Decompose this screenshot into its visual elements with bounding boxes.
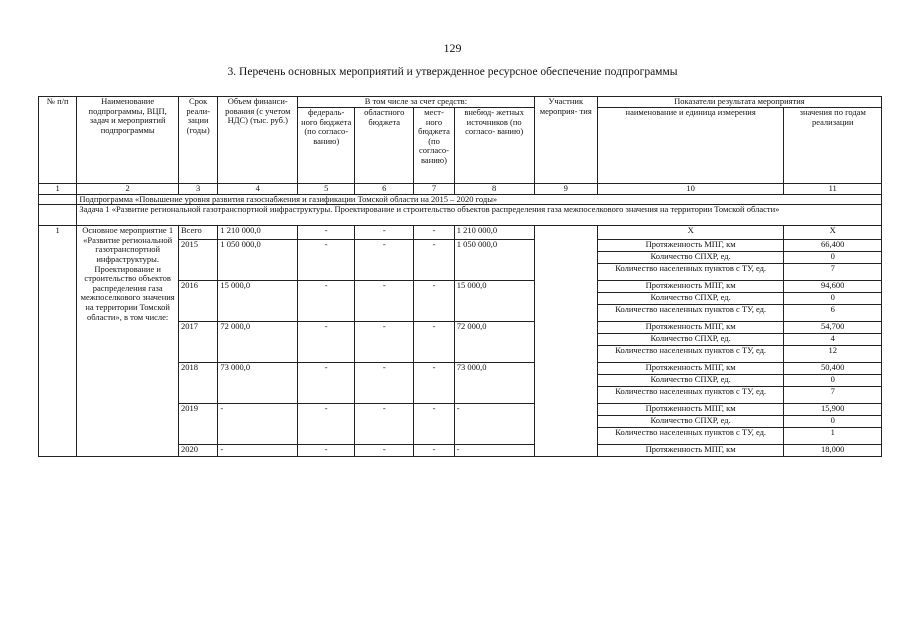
local-cell: - (414, 240, 454, 281)
document-title: 3. Перечень основных мероприятий и утвержденное ресурсное обеспечение подпрограммы (227, 66, 678, 78)
header-term: Срок реали- зации (годы) (178, 97, 217, 184)
indicator-value: 7 (784, 264, 882, 281)
indicator-name: Количество населенных пунктов с ТУ, ед. (597, 305, 784, 322)
header-ind-name: наименование и единица измерения (597, 108, 784, 184)
federal-cell: - (298, 404, 355, 445)
col-number: 5 (298, 184, 355, 195)
indicator-name: Протяженность МПГ, км (597, 281, 784, 293)
extra-cell: 73 000,0 (454, 363, 534, 404)
indicator-value: 0 (784, 375, 882, 387)
term-cell: 2020 (178, 445, 217, 457)
subprogram-row: Подпрограмма «Повышение уровня развития газоснабжения и газификации Томской области на 2015 – 2020 годы» (77, 194, 882, 205)
participant-cell (534, 226, 597, 457)
task-row: Задача 1 «Развитие региональной газотранспортной инфраструктуры. Проектирование и строительство объектов распределения газа межпоселкового значения на территории Томской области» (77, 205, 882, 226)
col-number: 6 (355, 184, 414, 195)
indicator-name: Количество СПХР, ед. (597, 252, 784, 264)
volume-cell: 15 000,0 (218, 281, 298, 322)
indicator-value: 1 (784, 428, 882, 445)
regional-cell: - (355, 404, 414, 445)
term-cell: 2019 (178, 404, 217, 445)
header-federal: федераль- ного бюджета (по согласо- ванию) (298, 108, 355, 184)
activity-name: Основное мероприятие 1 «Развитие региональной газотранспортной инфраструктуры. Проектирование и строительство объектов распределения газа межпоселкового значения на территории Томской области», в том числе: (77, 226, 179, 457)
header-participant: Участник мероприя- тия (534, 97, 597, 184)
extra-cell: 15 000,0 (454, 281, 534, 322)
indicator-value: 15,900 (784, 404, 882, 416)
regional-cell: - (355, 226, 414, 240)
indicator-name: Количество населенных пунктов с ТУ, ед. (597, 387, 784, 404)
indicator-name: Количество населенных пунктов с ТУ, ед. (597, 264, 784, 281)
indicator-value: 12 (784, 346, 882, 363)
regional-cell: - (355, 322, 414, 363)
indicator-name: Протяженность МПГ, км (597, 404, 784, 416)
header-including: В том числе за счет средств: (298, 97, 534, 108)
indicator-value: 50,400 (784, 363, 882, 375)
activity-number: 1 (39, 226, 77, 457)
col-number: 3 (178, 184, 217, 195)
header-ind-value: значения по годам реализации (784, 108, 882, 184)
table-body (39, 194, 882, 457)
header-indicators: Показатели результата мероприятия (597, 97, 881, 108)
federal-cell: - (298, 445, 355, 457)
regional-cell: - (355, 240, 414, 281)
table-header (39, 97, 882, 195)
empty-cell (39, 194, 77, 205)
col-number: 4 (218, 184, 298, 195)
local-cell: - (414, 322, 454, 363)
column-numbers-row (39, 184, 882, 195)
federal-cell: - (298, 322, 355, 363)
term-cell: Всего (178, 226, 217, 240)
activities-table (38, 96, 882, 457)
indicator-name: Количество населенных пунктов с ТУ, ед. (597, 346, 784, 363)
indicator-name: Протяженность МПГ, км (597, 322, 784, 334)
indicator-value: 94,600 (784, 281, 882, 293)
federal-cell: - (298, 226, 355, 240)
page-number: 129 (443, 41, 462, 55)
term-cell: 2017 (178, 322, 217, 363)
indicator-name: Протяженность МПГ, км (597, 240, 784, 252)
header-regional: областного бюджета (355, 108, 414, 184)
header-volume: Объем финанси- рования (с учетом НДС) (тыс. руб.) (218, 97, 298, 184)
federal-cell: - (298, 281, 355, 322)
empty-cell (39, 205, 77, 226)
indicator-value: 0 (784, 293, 882, 305)
col-number: 9 (534, 184, 597, 195)
term-cell: 2015 (178, 240, 217, 281)
indicator-value: 4 (784, 334, 882, 346)
indicator-name: Количество СПХР, ед. (597, 334, 784, 346)
col-number: 11 (784, 184, 882, 195)
col-number: 10 (597, 184, 784, 195)
extra-cell: - (454, 404, 534, 445)
volume-cell: - (218, 404, 298, 445)
header-extra: внебюд- жетных источников (по согласо- ванию) (454, 108, 534, 184)
indicator-name: Х (597, 226, 784, 240)
indicator-value: 18,000 (784, 445, 882, 457)
indicator-name: Количество СПХР, ед. (597, 416, 784, 428)
regional-cell: - (355, 281, 414, 322)
federal-cell: - (298, 363, 355, 404)
volume-cell: - (218, 445, 298, 457)
regional-cell: - (355, 445, 414, 457)
extra-cell: 1 210 000,0 (454, 226, 534, 240)
extra-cell: 72 000,0 (454, 322, 534, 363)
volume-cell: 1 050 000,0 (218, 240, 298, 281)
header-name: Наименование подпрограммы, ВЦП, задач и мероприятий подпрограммы (77, 97, 179, 184)
local-cell: - (414, 226, 454, 240)
header-local: мест- ного бюджета (по согласо- ванию) (414, 108, 454, 184)
indicator-value: 7 (784, 387, 882, 404)
federal-cell: - (298, 240, 355, 281)
indicator-value: 6 (784, 305, 882, 322)
header-num: № п/п (39, 97, 77, 184)
extra-cell: 1 050 000,0 (454, 240, 534, 281)
indicator-value: Х (784, 226, 882, 240)
regional-cell: - (355, 363, 414, 404)
volume-cell: 73 000,0 (218, 363, 298, 404)
indicator-name: Протяженность МПГ, км (597, 363, 784, 375)
local-cell: - (414, 445, 454, 457)
indicator-name: Количество СПХР, ед. (597, 293, 784, 305)
local-cell: - (414, 404, 454, 445)
indicator-name: Количество СПХР, ед. (597, 375, 784, 387)
col-number: 2 (77, 184, 179, 195)
extra-cell: - (454, 445, 534, 457)
indicator-value: 0 (784, 252, 882, 264)
indicator-value: 0 (784, 416, 882, 428)
term-cell: 2018 (178, 363, 217, 404)
col-number: 7 (414, 184, 454, 195)
indicator-name: Количество населенных пунктов с ТУ, ед. (597, 428, 784, 445)
volume-cell: 72 000,0 (218, 322, 298, 363)
col-number: 1 (39, 184, 77, 195)
volume-cell: 1 210 000,0 (218, 226, 298, 240)
indicator-name: Протяженность МПГ, км (597, 445, 784, 457)
indicator-value: 66,400 (784, 240, 882, 252)
col-number: 8 (454, 184, 534, 195)
term-cell: 2016 (178, 281, 217, 322)
local-cell: - (414, 363, 454, 404)
indicator-value: 54,700 (784, 322, 882, 334)
local-cell: - (414, 281, 454, 322)
